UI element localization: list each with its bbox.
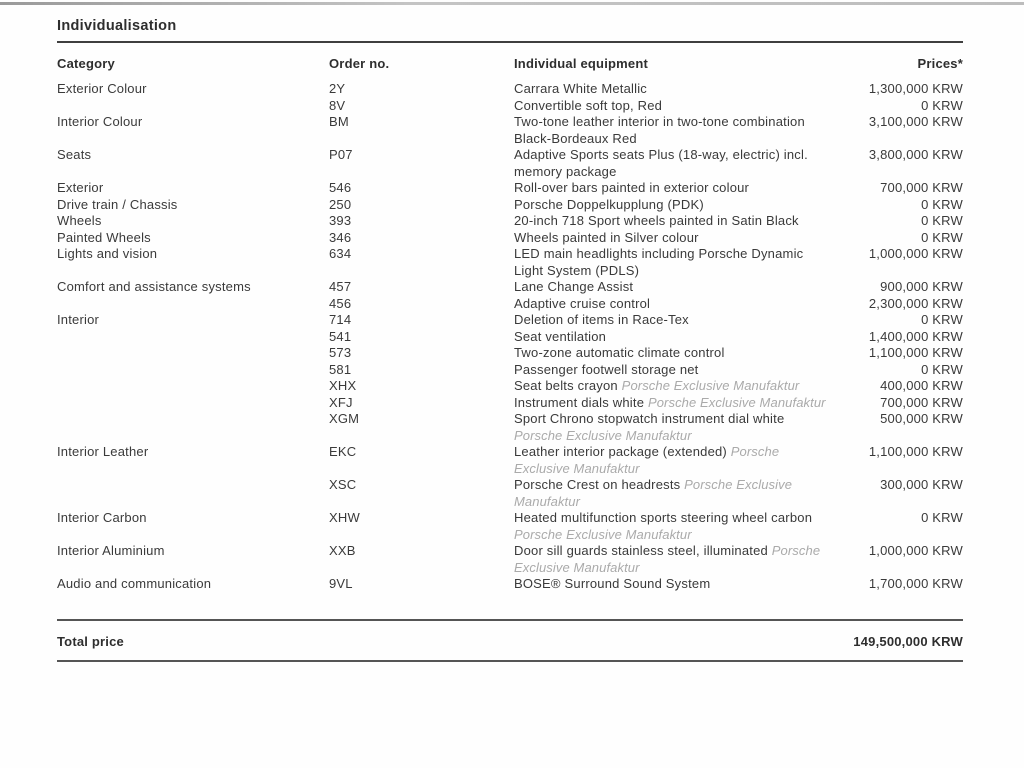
row-price: 0 KRW [921, 213, 963, 228]
table-row [57, 576, 963, 593]
row-order-no: BM [329, 114, 349, 129]
row-category: Comfort and assistance systems [57, 279, 251, 294]
column-header-individual-equipment: Individual equipment [514, 56, 649, 71]
page-title: Individualisation [57, 18, 963, 43]
table-row [57, 296, 963, 313]
row-price: 300,000 KRW [880, 477, 963, 492]
row-order-no: EKC [329, 444, 357, 459]
row-order-no: 634 [329, 246, 352, 261]
row-order-no: 573 [329, 345, 352, 360]
row-price: 400,000 KRW [880, 378, 963, 393]
row-price: 1,400,000 KRW [868, 328, 963, 344]
table-row [57, 411, 963, 444]
table-header-row [57, 56, 963, 71]
row-order-no: P07 [329, 147, 353, 162]
manufaktur-tag: Porsche Exclusive Manufaktur [514, 477, 793, 509]
row-equipment: Sport Chrono stopwatch instrument dial white Porsche Exclusive Manufaktur [514, 411, 785, 443]
row-order-no: 546 [329, 180, 352, 195]
row-equipment: Carrara White Metallic [514, 81, 647, 96]
row-category: Exterior [57, 180, 104, 195]
table-row [57, 98, 963, 115]
table-row [57, 329, 963, 346]
row-equipment: Heated multifunction sports steering wheel carbon Porsche Exclusive Manufaktur [514, 510, 813, 542]
row-equipment: Two-zone automatic climate control [514, 345, 725, 360]
row-order-no: XFJ [329, 394, 353, 410]
table-row [57, 510, 963, 543]
row-category: Interior Leather [57, 444, 149, 459]
row-price: 1,100,000 KRW [868, 345, 963, 360]
row-equipment: Leather interior package (extended) Porsche Exclusive Manufaktur [514, 444, 780, 476]
table-row [57, 312, 963, 329]
manufaktur-tag: Porsche Exclusive Manufaktur [514, 427, 692, 443]
row-price: 1,000,000 KRW [868, 543, 963, 558]
row-equipment: Porsche Doppelkupplung (PDK) [514, 196, 704, 212]
row-order-no: XXB [329, 543, 356, 558]
row-category: Exterior Colour [57, 81, 147, 96]
row-price: 0 KRW [921, 361, 963, 377]
row-order-no: XSC [329, 477, 357, 492]
table-row [57, 279, 963, 296]
row-order-no: 456 [329, 295, 352, 311]
row-price: 700,000 KRW [880, 394, 963, 410]
table-row [57, 114, 963, 147]
total-price-label: Total price [57, 633, 124, 649]
row-order-no: 8V [329, 97, 346, 113]
row-category: Audio and communication [57, 576, 212, 591]
row-order-no: 9VL [329, 576, 353, 591]
table-row [57, 477, 963, 510]
row-equipment: Adaptive Sports seats Plus (18-way, electric) incl. memory package [514, 147, 808, 179]
manufaktur-tag: Porsche Exclusive Manufaktur [514, 444, 780, 476]
row-price: 3,800,000 KRW [868, 147, 963, 162]
row-equipment: Seat belts crayon Porsche Exclusive Manufaktur [514, 378, 800, 393]
row-category: Interior Carbon [57, 510, 147, 525]
row-equipment: Deletion of items in Race-Tex [514, 312, 689, 327]
row-equipment: Convertible soft top, Red [514, 97, 663, 113]
row-price: 0 KRW [921, 510, 963, 525]
row-order-no: 250 [329, 196, 352, 212]
row-equipment: Seat ventilation [514, 328, 607, 344]
row-price: 700,000 KRW [880, 180, 963, 195]
row-price: 500,000 KRW [880, 411, 963, 426]
row-category: Painted Wheels [57, 229, 151, 245]
row-category: Seats [57, 147, 92, 162]
row-category: Drive train / Chassis [57, 196, 178, 212]
row-equipment: Wheels painted in Silver colour [514, 229, 699, 245]
row-category: Interior Colour [57, 114, 143, 129]
manufaktur-tag: Porsche Exclusive Manufaktur [621, 378, 800, 393]
row-price: 1,700,000 KRW [868, 576, 963, 591]
total-price-section [57, 619, 963, 662]
total-price-value: 149,500,000 KRW [853, 633, 963, 649]
row-order-no: 346 [329, 229, 352, 245]
row-category: Wheels [57, 213, 102, 228]
row-equipment: Adaptive cruise control [514, 295, 651, 311]
row-equipment: Roll-over bars painted in exterior colour [514, 180, 750, 195]
table-row [57, 378, 963, 395]
row-equipment: 20-inch 718 Sport wheels painted in Satin Black [514, 213, 799, 228]
table-row [57, 246, 963, 279]
row-category: Lights and vision [57, 246, 158, 261]
table-row [57, 395, 963, 412]
document-content [57, 18, 963, 662]
manufaktur-tag: Porsche Exclusive Manufaktur [647, 394, 826, 410]
table-row [57, 230, 963, 247]
row-order-no: XHW [329, 510, 360, 525]
table-row [57, 213, 963, 230]
column-header-prices: Prices* [917, 56, 963, 71]
row-price: 2,300,000 KRW [868, 295, 963, 311]
equipment-table-body [57, 81, 963, 593]
row-equipment: Passenger footwell storage net [514, 361, 699, 377]
row-equipment: Lane Change Assist [514, 279, 634, 294]
row-equipment: Door sill guards stainless steel, illuminated Porsche Exclusive Manufaktur [514, 543, 821, 575]
row-equipment: LED main headlights including Porsche Dynamic Light System (PDLS) [514, 246, 804, 278]
column-header-order-no: Order no. [329, 56, 390, 71]
table-row [57, 180, 963, 197]
row-price: 0 KRW [921, 196, 963, 212]
row-order-no: 393 [329, 213, 352, 228]
table-row [57, 147, 963, 180]
row-category: Interior Aluminium [57, 543, 165, 558]
row-order-no: XHX [329, 378, 357, 393]
row-price: 0 KRW [921, 97, 963, 113]
row-order-no: 457 [329, 279, 352, 294]
row-equipment: BOSE® Surround Sound System [514, 576, 711, 591]
row-price: 900,000 KRW [880, 279, 963, 294]
table-row [57, 543, 963, 576]
row-price: 3,100,000 KRW [868, 114, 963, 129]
row-equipment: Instrument dials white Porsche Exclusive Manufaktur [514, 394, 826, 410]
manufaktur-tag: Porsche Exclusive Manufaktur [514, 526, 692, 542]
table-row [57, 362, 963, 379]
row-category: Interior [57, 312, 100, 327]
row-equipment: Two-tone leather interior in two-tone combination Black-Bordeaux Red [514, 114, 805, 146]
total-price-row [57, 621, 963, 660]
column-header-category: Category [57, 56, 115, 71]
row-order-no: 714 [329, 312, 352, 327]
row-price: 0 KRW [921, 312, 963, 327]
row-order-no: 541 [329, 328, 352, 344]
manufaktur-tag: Porsche Exclusive Manufaktur [514, 543, 821, 575]
row-price: 1,300,000 KRW [868, 81, 963, 96]
table-row [57, 197, 963, 214]
row-order-no: XGM [329, 411, 360, 426]
row-price: 1,100,000 KRW [868, 444, 963, 459]
table-row [57, 345, 963, 362]
page-top-divider [0, 2, 1024, 5]
row-order-no: 581 [329, 361, 352, 377]
row-price: 0 KRW [921, 229, 963, 245]
table-row [57, 81, 963, 98]
row-price: 1,000,000 KRW [868, 246, 963, 261]
row-equipment: Porsche Crest on headrests Porsche Exclusive Manufaktur [514, 477, 793, 509]
table-row [57, 444, 963, 477]
row-order-no: 2Y [329, 81, 346, 96]
